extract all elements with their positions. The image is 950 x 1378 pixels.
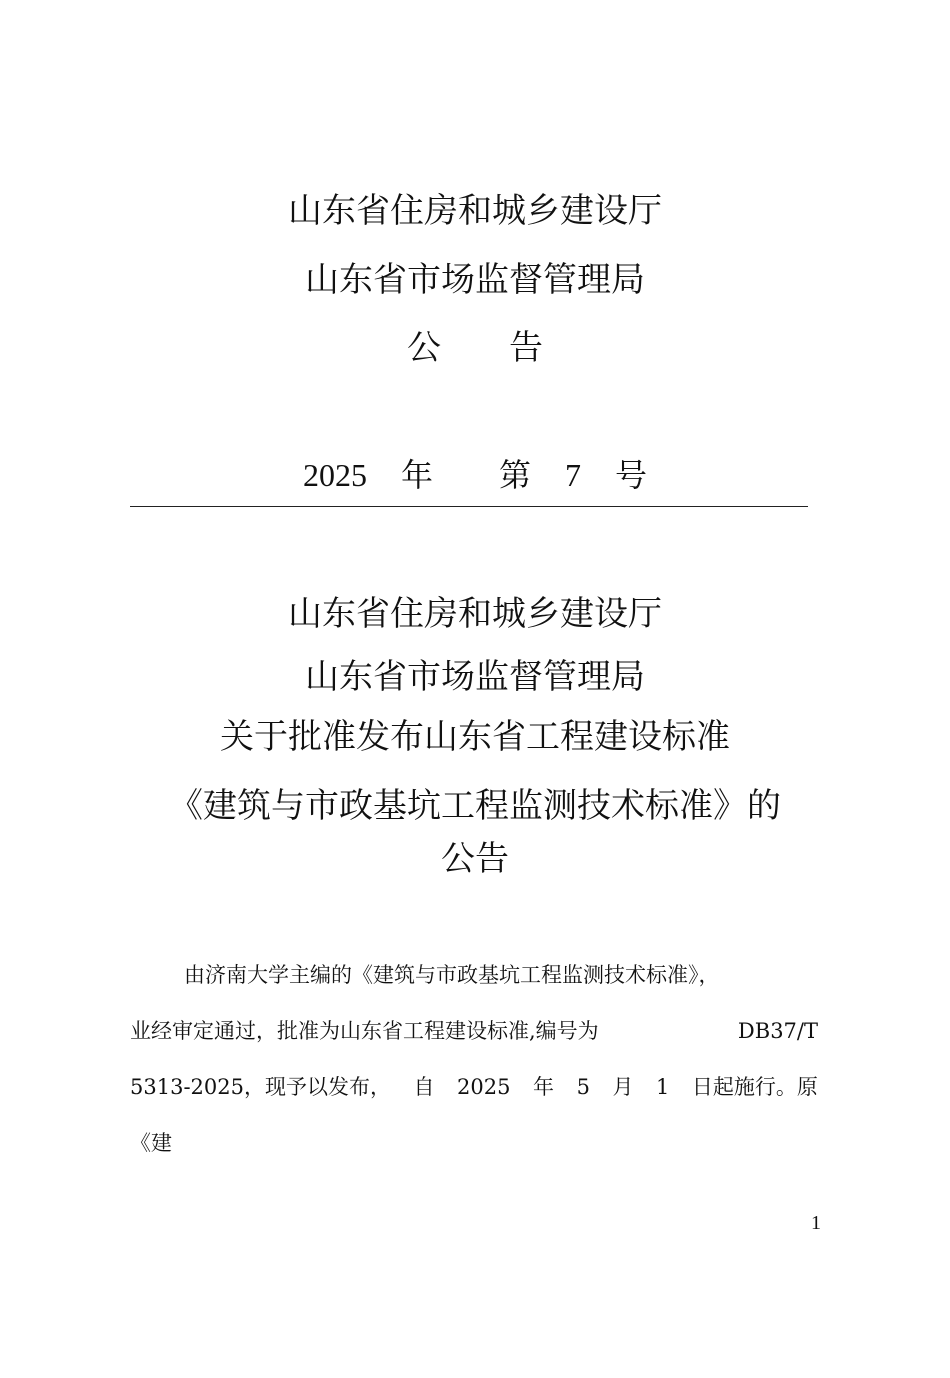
doc-number <box>0 455 950 495</box>
body-line-2-code: DB37/T <box>737 1019 818 1043</box>
body-line-4: 《建 <box>130 1131 172 1155</box>
doc-number-num: 7 <box>565 457 581 493</box>
title-line-4: 《建筑与市政基坑工程监测技术标准》的 <box>169 786 781 826</box>
doc-number-di: 第 <box>498 457 531 493</box>
header-issuer-2: 山东省市场监督管理局 <box>305 260 645 300</box>
body-line-2 <box>130 1017 818 1045</box>
body-line-3-part: 1 <box>656 1075 670 1099</box>
title-line-5: 公告 <box>441 839 509 879</box>
body-line-3-part: 月 <box>612 1075 634 1099</box>
body-line-3 <box>130 1073 818 1101</box>
body-line-3-part: 年 <box>533 1075 555 1099</box>
body-line-3-part: 5 <box>576 1075 590 1099</box>
body-line-3-part: 5313-2025，现予以发布， <box>130 1075 391 1099</box>
body-line-1: 由济南大学主编的《建筑与市政基坑工程监测技术标准》， <box>184 963 720 987</box>
page-number: 1 <box>811 1212 821 1234</box>
doc-number-hao: 号 <box>615 457 648 493</box>
title-line-2: 山东省市场监督管理局 <box>305 657 645 697</box>
header-doc-type: 公 告 <box>407 328 543 368</box>
header-divider <box>130 506 808 507</box>
doc-number-year: 2025 <box>302 457 367 493</box>
header-issuer-1: 山东省住房和城乡建设厅 <box>288 191 662 231</box>
title-line-3: 关于批准发布山东省工程建设标准 <box>220 717 730 757</box>
body-line-2-text: 业经审定通过，批准为山东省工程建设标准,编号为 <box>130 1019 599 1043</box>
body-line-3-part: 日起施行。原 <box>691 1075 818 1099</box>
title-line-1: 山东省住房和城乡建设厅 <box>288 594 662 634</box>
body-line-3-part: 2025 <box>457 1075 511 1099</box>
doc-number-year-char: 年 <box>400 457 433 493</box>
body-line-3-part: 自 <box>413 1075 435 1099</box>
